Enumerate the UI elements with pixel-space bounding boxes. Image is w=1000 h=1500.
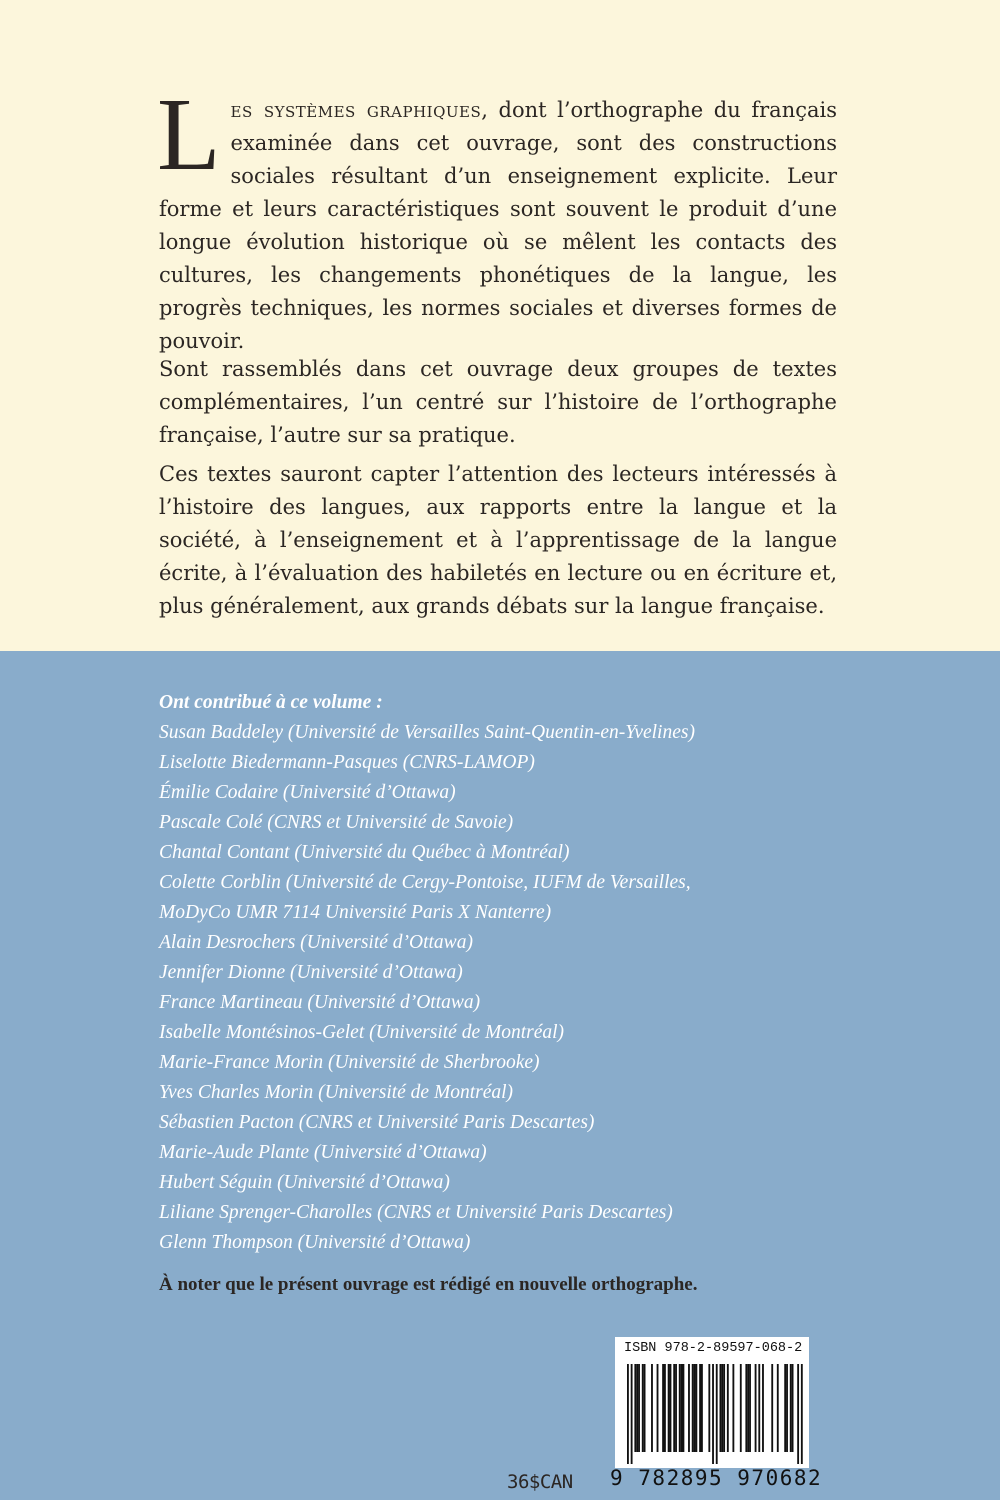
barcode-bar (721, 1364, 723, 1452)
description-paragraph-2: Sont rassemblés dans cet ouvrage deux groupes de textes complémentaires, l’un centré sur l’histoire de l’orthographe française, l’autre sur sa pratique. (159, 357, 837, 447)
contributor-line: Chantal Contant (Université du Québec à Montréal) (159, 842, 570, 863)
barcode-bar (701, 1364, 703, 1452)
barcode-bar (662, 1364, 664, 1452)
barcode-bar (699, 1364, 701, 1452)
barcode-bar (732, 1364, 734, 1452)
barcode-guard-bar (627, 1364, 629, 1464)
barcode-guard-bar (716, 1364, 718, 1464)
barcode-bar (692, 1364, 694, 1452)
barcode-bar (784, 1364, 786, 1452)
barcode-bar (727, 1364, 729, 1452)
barcode-bar (675, 1364, 677, 1452)
barcode-bar (664, 1364, 666, 1452)
barcode (615, 1360, 809, 1464)
barcode-bar (708, 1364, 710, 1452)
contributor-line: Isabelle Montésinos-Gelet (Université de Montréal) (159, 1022, 565, 1043)
barcode-bar (636, 1364, 638, 1452)
barcode-bar (634, 1364, 636, 1452)
contributor-line: Yves Charles Morin (Université de Montréal) (159, 1082, 514, 1103)
description-paragraph-3: Ces textes sauront capter l’attention des lecteurs intéressés à l’histoire des langues, aux rapports entre la langue et la société, à l’enseignement et à l’apprentissage de la langue écrite, à l’évaluation des habiletés en lecture ou en écriture et, plus généralement, aux grands débats sur la langue française. (159, 462, 837, 618)
contributors-title: Ont contribué à ce volume : (159, 692, 383, 713)
contributor-line: Marie-Aude Plante (Université d’Ottawa) (159, 1142, 487, 1163)
barcode-bar (723, 1364, 725, 1452)
description-paragraph-1 (157, 77, 837, 358)
barcode-bar (786, 1364, 788, 1452)
contributor-line: MoDyCo UMR 7114 Université Paris X Nanterre) (159, 902, 552, 923)
barcode-bar (681, 1364, 683, 1452)
contributor-line: Marie-France Morin (Université de Sherbrooke) (159, 1052, 540, 1073)
contributors-list (159, 688, 859, 1258)
barcode-bar (688, 1364, 690, 1452)
contributor-line: Sébastien Pacton (CNRS et Université Paris Descartes) (159, 1112, 595, 1133)
barcode-bar (694, 1364, 696, 1452)
barcode-bar (749, 1364, 751, 1452)
barcode-bar (777, 1364, 779, 1452)
orthography-note: À noter que le présent ouvrage est rédigé en nouvelle orthographe. (159, 1274, 698, 1295)
isbn-label: ISBN 978-2-89597-068-2 (624, 1341, 803, 1356)
barcode-bar (755, 1364, 757, 1452)
barcode-bar (642, 1364, 644, 1452)
barcode-bar (679, 1364, 681, 1452)
barcode-bar (740, 1364, 742, 1452)
barcode-bar (657, 1364, 659, 1452)
barcode-bar (792, 1364, 794, 1452)
barcode-guard-bar (631, 1364, 633, 1464)
contributor-line: Colette Corblin (Université de Cergy-Pontoise, IUFM de Versailles, (159, 872, 691, 893)
contributor-line: Hubert Séguin (Université d’Ottawa) (159, 1172, 450, 1193)
barcode-bar (758, 1364, 760, 1452)
barcode-bar (762, 1364, 764, 1452)
contributor-line: Glenn Thompson (Université d’Ottawa) (159, 1232, 471, 1253)
contributor-line: Émilie Codaire (Université d’Ottawa) (159, 782, 456, 803)
barcode-digits: 9 782895 970682 (610, 1466, 823, 1490)
contributor-line: Liliane Sprenger-Charolles (CNRS et Université Paris Descartes) (159, 1202, 673, 1223)
barcode-bar (668, 1364, 670, 1452)
barcode-bar (651, 1364, 653, 1452)
barcode-bar (747, 1364, 749, 1452)
drop-cap: L (157, 77, 221, 192)
contributor-line: France Martineau (Université d’Ottawa) (159, 992, 481, 1013)
barcode-bar (771, 1364, 773, 1452)
barcode-bar (695, 1364, 697, 1452)
barcode-bar (644, 1364, 646, 1452)
barcode-guard-bar (797, 1364, 799, 1464)
contributor-line: Susan Baddeley (Université de Versailles Saint-Quentin-en-Yvelines) (159, 722, 695, 743)
barcode-bar (673, 1364, 675, 1452)
barcode-bar (670, 1364, 672, 1452)
barcode-bar (638, 1364, 640, 1452)
lead-smallcaps: es systèmes graphiques (230, 98, 482, 122)
contributor-line: Alain Desrochers (Université d’Ottawa) (159, 932, 473, 953)
barcode-guard-bar (801, 1364, 803, 1464)
barcode-bar (745, 1364, 747, 1452)
paragraph-1-text: , dont l’orthographe du français examinée dans cet ouvrage, sont des constructions sociales résultant d’un enseignement explicite. Leur forme et leurs caractéristiques sont souvent le produit d’une longue évolution historique où se mêlent les contacts des cultures, les changements phonétiques de la langue, les progrès techniques, les normes sociales et diverses formes de pouvoir. (159, 98, 837, 353)
contributor-line: Liselotte Biedermann-Pasques (CNRS-LAMOP) (159, 752, 535, 773)
contributor-line: Pascale Colé (CNRS et Université de Savoie) (159, 812, 514, 833)
barcode-bar (683, 1364, 685, 1452)
barcode-bar (720, 1364, 722, 1452)
barcode-guard-bar (712, 1364, 714, 1464)
barcode-bar (790, 1364, 792, 1452)
contributor-line: Jennifer Dionne (Université d’Ottawa) (159, 962, 463, 983)
price-label: 36$CAN (507, 1471, 573, 1493)
